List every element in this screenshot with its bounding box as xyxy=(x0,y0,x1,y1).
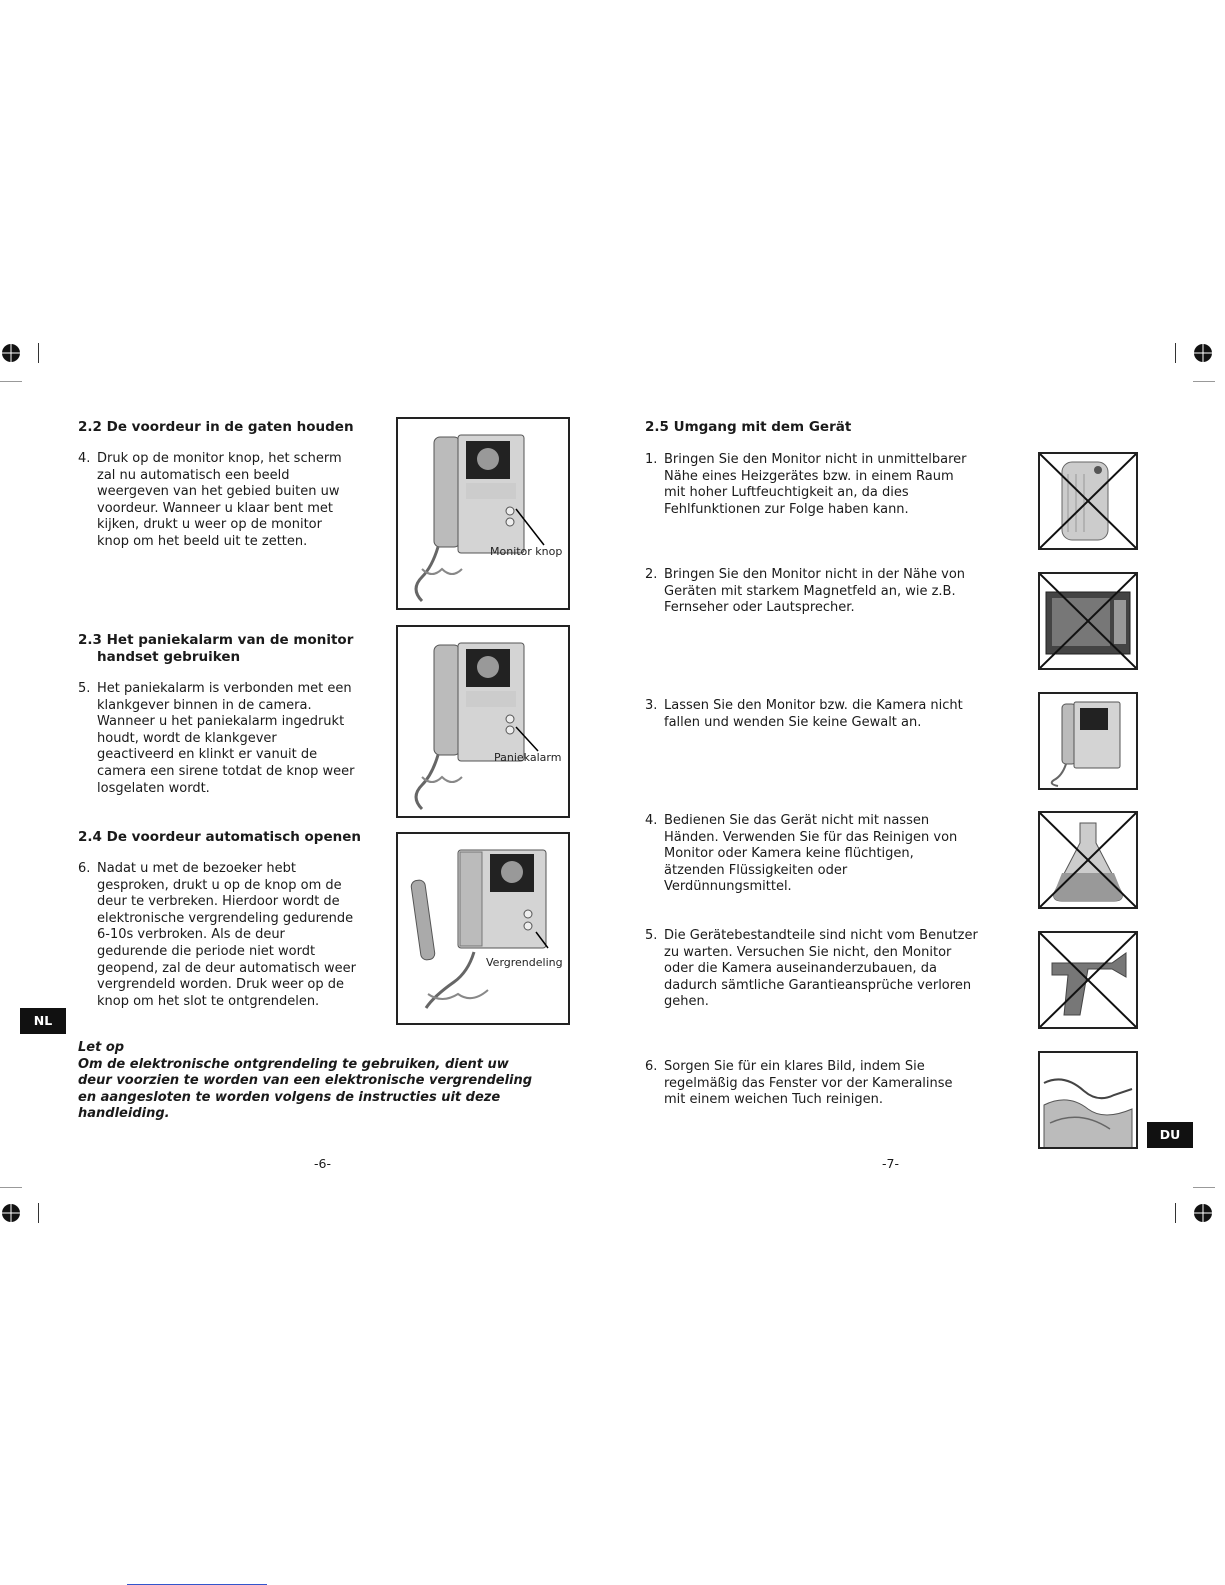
figure-panic-alarm xyxy=(396,625,570,818)
callout-label: Monitor knop xyxy=(490,545,563,558)
intercom-monitor-illustration xyxy=(398,419,568,608)
intercom-handset-illustration xyxy=(398,834,568,1023)
note-block: Let op Om de elektronische ontgrendeling te gebruiken, dient uw deur voorzien te worden van een elektronische vergrendeling en aangesloten te worden volgens de instructies uit deze handleiding. xyxy=(78,1040,578,1123)
figure-door-lock xyxy=(396,832,570,1025)
section-2-2 xyxy=(78,419,378,551)
monitor-drop-icon xyxy=(1038,692,1138,790)
section-2-5 xyxy=(645,419,1015,436)
section-heading: 2.4 De voordeur automatisch openen xyxy=(78,829,361,845)
no-disassembly-icon xyxy=(1038,931,1138,1029)
crop-mark xyxy=(38,343,39,363)
safety-item-6: 6. Sorgen Sie für ein klares Bild, indem Sie regelmäßig das Fenster vor der Kameralinse mit einem weichen Tuch reinigen. xyxy=(645,1059,953,1108)
step-paragraph: 5. Het paniekalarm is verbonden met een klankgever binnen in de camera. Wanneer u het paniekalarm ingedrukt houdt, wordt de klankgever geactiveerd en klinkt er vanuit de camera een sirene totdat de knop weer losgelaten wordt. xyxy=(78,681,355,796)
crop-mark xyxy=(1193,1187,1215,1188)
crop-mark xyxy=(38,1203,39,1223)
registration-mark-top-left xyxy=(0,342,22,364)
safety-item-1: 1. Bringen Sie den Monitor nicht in unmittelbarer Nähe eines Heizgerätes bzw. in einem Raum mit hoher Luftfeuchtigkeit an, da dies Fehlfunktionen zur Folge haben kann. xyxy=(645,452,967,517)
no-heater-icon xyxy=(1038,452,1138,550)
language-tag-du: DU xyxy=(1147,1122,1193,1148)
safety-item-5: 5. Die Gerätebestandteile sind nicht vom Benutzer zu warten. Versuchen Sie nicht, den Monitor oder die Kamera auseinanderzubauen, da dadurch sämtliche Garantieansprüche verloren gehen. xyxy=(645,928,978,1010)
figure-monitor-button xyxy=(396,417,570,610)
section-heading: 2.3 Het paniekalarm van de monitor handset gebruiken xyxy=(78,632,354,665)
section-2-3 xyxy=(78,632,383,797)
crop-mark xyxy=(1175,343,1176,363)
section-heading: 2.2 De voordeur in de gaten houden xyxy=(78,419,354,435)
safety-item-2: 2. Bringen Sie den Monitor nicht in der Nähe von Geräten mit starkem Magnetfeld an, wie z.B. Fernseher oder Lautsprecher. xyxy=(645,567,966,616)
section-heading: 2.5 Umgang mit dem Gerät xyxy=(645,419,852,435)
registration-mark-top-right xyxy=(1192,342,1214,364)
safety-item-4: 4. Bedienen Sie das Gerät nicht mit nassen Händen. Verwenden Sie für das Reinigen von Monitor oder Kamera keine flüchtigen, ätzenden Flüssigkeiten oder Verdünnungsmittel. xyxy=(645,813,958,895)
callout-label: Paniekalarm xyxy=(494,751,562,764)
crop-mark xyxy=(1175,1203,1176,1223)
section-2-4 xyxy=(78,829,383,1010)
registration-mark-bottom-right xyxy=(1192,1202,1214,1224)
clean-with-cloth-icon xyxy=(1038,1051,1138,1149)
page-number: -7- xyxy=(882,1156,899,1171)
registration-mark-bottom-left xyxy=(0,1202,22,1224)
intercom-monitor-illustration xyxy=(398,627,568,816)
crop-mark xyxy=(1193,381,1215,382)
page-number: -6- xyxy=(314,1156,331,1171)
no-liquids-icon xyxy=(1038,811,1138,909)
step-paragraph: 6. Nadat u met de bezoeker hebt gesproken, drukt u op de knop om de deur te verbreken. Hierdoor wordt de elektronische vergrendeling gedurende 6-10s verbroken. Als de deur gedurende die periode niet wordt geopend, zal de deur automatisch weer vergrendeld worden. Druk weer op de knop om het slot te ontgrendelen. xyxy=(78,861,356,1009)
crop-mark xyxy=(0,1187,22,1188)
crop-mark xyxy=(0,381,22,382)
safety-item-3: 3. Lassen Sie den Monitor bzw. die Kamera nicht fallen und wenden Sie keine Gewalt an. xyxy=(645,698,963,730)
note-title: Let op xyxy=(78,1040,125,1055)
no-television-icon xyxy=(1038,572,1138,670)
step-paragraph: 4. Druk op de monitor knop, het scherm zal nu automatisch een beeld weergeven van het gebied buiten uw voordeur. Wanneer u klaar bent met kijken, drukt u weer op de monitor knop om het beeld uit te zetten. xyxy=(78,451,342,549)
callout-label: Vergrendeling xyxy=(486,956,563,969)
language-tag-nl: NL xyxy=(20,1008,66,1034)
